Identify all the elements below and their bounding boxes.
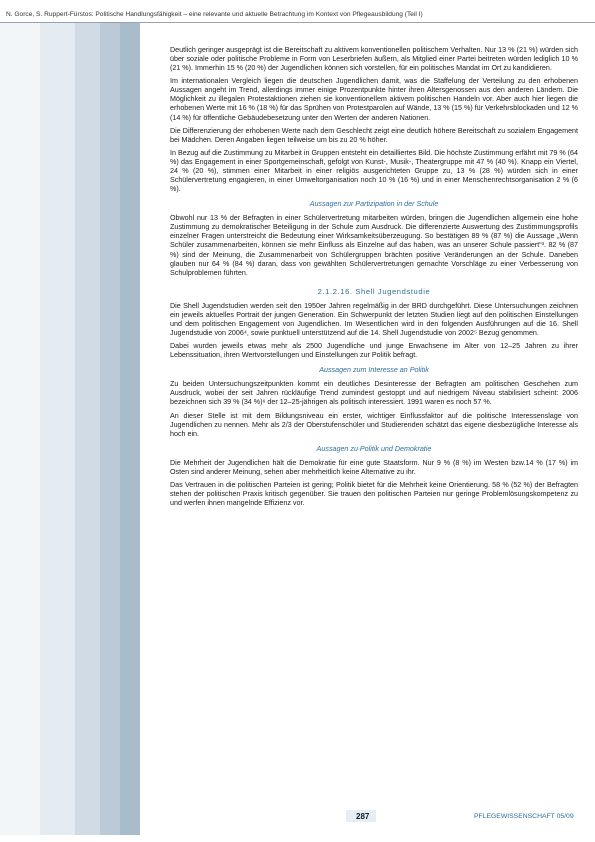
sidebar-stripe-2 bbox=[40, 23, 75, 835]
page-number: 287 bbox=[356, 812, 370, 821]
section-heading: 2.1.2.16. Shell Jugendstudie bbox=[317, 286, 431, 296]
paragraph: Zu beiden Untersuchungszeitpunkten kommt ein deutliches Desinteresse der Befragten am politischen Geschehen zum Ausdruck, wobei der seit Jahren rückläufige Trend zumindest gestoppt und auf niedrigem Niveau stabilisiert scheint: 2006 bezeichnen sich 39 % (34 %)⁶ der 12–25-jährigen als politisch interessiert. 1991 waren es noch 57 %. bbox=[170, 380, 578, 407]
subheading: Aussagen zum Interesse an Politik bbox=[319, 366, 429, 375]
paragraph: Das Vertrauen in die politischen Parteien ist gering; Politik bietet für die Mehrheit keine Orientierung. 58 % (52 %) der Befragten stehen der politischen Praxis kritisch gegenüber. Sie trauen den politischen Parteien nur geringe Problemlösungskompetenz zu und werfen ihnen mangelnde Effizienz vor. bbox=[170, 481, 578, 508]
journal-name: PFLEGEWISSENSCHAFT 05/09 bbox=[474, 813, 574, 820]
paragraph: Obwohl nur 13 % der Befragten in einer Schülervertretung mitarbeiten würden, bringen die Jugendlichen allgemein eine hohe Zustimmung zu demokratischer Beteiligung in der Schule zum Ausdruck. Die differenzierte Auswertung des Zustimmungsprofils einzelner Fragen unterstreicht die Bedeutung einer Wirksamkeitsüberzeugung. So bestätigen 89 % (87 %) die Aussage „Wenn Schüler zusammenarbeiten, können sie mehr Einfluss als Einzelne auf das haben, was an unserer Schule passiert“³. 82 % (87 %) sind der Meinung, die Zusammenarbeit von Schülergruppen brächten positive Veränderungen an der Schule. Daneben glauben nur 64 % (84 %) daran, dass von gewählten Schülervertretungen gemachte Vorschläge zu einer Verbesserung von Schulproblemen führten. bbox=[170, 214, 578, 277]
paragraph: In Bezug auf die Zustimmung zu Mitarbeit in Gruppen entsteht ein detailliertes Bild. Die höchste Zustimmung erfährt mit 79 % (64 %) das Engagement in einer Sportgemeinschaft, gefolgt von Kunst-, Musik-, Theatergruppe mit 47 % (40 %). Knapp ein Viertel, 24 % (20 %), stimmen einer Mitarbeit in einer religiös ausgerichteten Gruppe zu, 13 % (28 %) würden sich in einer Schülervertretung engagieren, in einer Umweltorganisation noch 10 % (16 %) und in einer Menschenrechtsorganisation 2 % (6 %). bbox=[170, 149, 578, 194]
running-header: N. Gorce, S. Ruppert-Fürstos: Politische Handlungsfähigkeit – eine relevante und aktuelle Betrachtung im Kontext von Pflegeausbildung (Teil I) bbox=[6, 11, 423, 18]
decorative-sidebar bbox=[0, 23, 140, 835]
article-body bbox=[170, 46, 578, 512]
paragraph: An dieser Stelle ist mit dem Bildungsniveau ein erster, wichtiger Einflussfaktor auf die politische Interessenslage von Jugendlichen zu nennen. Mehr als 2/3 der Oberstufenschüler und Studierenden schätzt das eigene diesbezügliche Interesse als hoch ein. bbox=[170, 411, 578, 438]
paragraph: Dabei wurden jeweils etwas mehr als 2500 Jugendliche und junge Erwachsene im Alter von 12–25 Jahren zu ihrer Lebenssituation, ihren Wertvorstellungen und Einstellungen zur Politik befragt. bbox=[170, 342, 578, 360]
paragraph: Die Differenzierung der erhobenen Werte nach dem Geschlecht zeigt eine deutlich höhere Bereitschaft zu sozialem Engagement bei Mädchen. Deren Angaben liegen teilweise um bis zu 20 % höher. bbox=[170, 126, 578, 144]
sidebar-stripe-4 bbox=[100, 23, 120, 835]
paragraph: Deutlich geringer ausgeprägt ist die Bereitschaft zu aktivem konventionellen politischem Verhalten. Nur 13 % (21 %) würden sich über soziale oder politische Probleme in Form von Leserbriefen äußern, als Mitglied einer Partei beitreten würden lediglich 10 % (21 %). Immerhin 15 % (20 %) der Jugendlichen können sich vorstellen, für ein politisches Mandat im Ort zu kandidieren. bbox=[170, 46, 578, 73]
subheading: Aussagen zur Partizipation in der Schule bbox=[309, 200, 439, 209]
sidebar-stripe-1 bbox=[0, 23, 40, 835]
paragraph: Die Mehrheit der Jugendlichen hält die Demokratie für eine gute Staatsform. Nur 9 % (8 %) im Westen bzw.14 % (17 %) im Osten sind anderer Meinung, sehen aber mehrheitlich keine Alternative zu ihr. bbox=[170, 458, 578, 476]
paragraph: Die Shell Jugendstudien werden seit den 1950er Jahren regelmäßig in der BRD durchgeführt. Diese Untersuchungen zeichnen ein jeweils aktuelles Portrait der jungen Generation. Ein Schwerpunkt der letzten Studien liegt auf den politischen Einstellungen und dem politischen Engagement von Jugendlichen. Im Wesentlichen wird in den folgenden Ausführungen auf die 16. Shell Jugendstudie von 2006⁴, sowie punktuell unterstützend auf die 14. Shell Jugendstudie von 2002⁵ Bezug genommen. bbox=[170, 301, 578, 337]
subheading: Aussagen zu Politik und Demokratie bbox=[316, 444, 432, 453]
paragraph: Im internationalen Vergleich liegen die deutschen Jugendlichen damit, was die Staffelung der Verteilung zu den erhobenen Aussagen angeht im Trend, allerdings immer einige Prozentpunkte hinter ihren Altersgenossen aus den anderen Ländern. Die Möglichkeit zu illegalen Protestaktionen ziehen sie konventionellem aktivem politischen Handeln vor. Aber auch hier liegen die erhobenen Werte mit 16 % (18 %) für das Sprühen von Protestparolen auf Wände, 13 % (15 %) für Verkehrsblockaden und 12 % (14 %) für öffentliche Gebäudebesetzung unter den Werten der anderen Nationen. bbox=[170, 77, 578, 122]
sidebar-stripe-5 bbox=[120, 23, 140, 835]
sidebar-stripe-3 bbox=[75, 23, 100, 835]
